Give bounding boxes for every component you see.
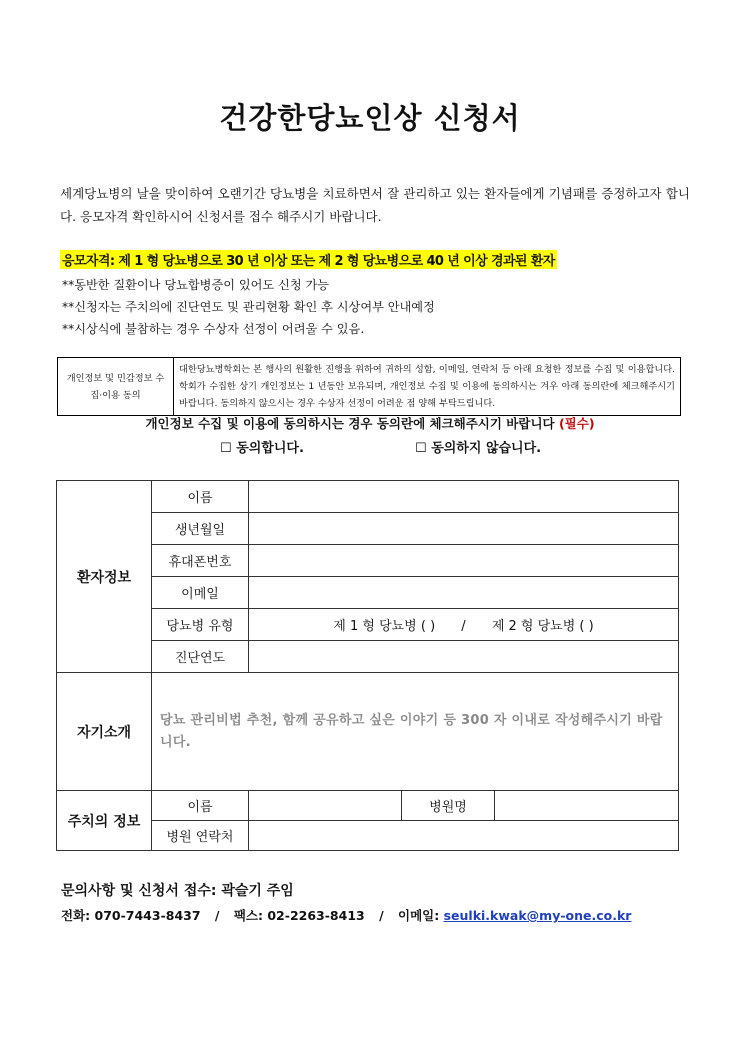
- birth-label: 생년월일: [152, 513, 249, 545]
- hospital-contact-label: 병원 연락처: [152, 821, 249, 851]
- self-intro-section: 자기소개: [57, 673, 152, 791]
- application-form-table: [56, 480, 679, 851]
- diabetes-type-label: 당뇨병 유형: [152, 609, 249, 641]
- contact-tel: 전화: 070-7443-8437: [61, 908, 201, 923]
- agree-checkbox[interactable]: ☐: [220, 441, 232, 456]
- agree-label: 동의합니다.: [236, 441, 304, 456]
- privacy-label: 개인정보 및 민감정보 수집·이용 동의: [58, 358, 174, 416]
- note-1: **동반한 질환이나 당뇨합병증이 있어도 신청 가능: [62, 278, 330, 292]
- note-2: **신청자는 주치의에 진단연도 및 관리현황 확인 후 시상여부 안내예정: [62, 300, 435, 314]
- eligibility-highlight: 응모자격: 제 1 형 당뇨병으로 30 년 이상 또는 제 2 형 당뇨병으로 40 년 이상 경과된 환자: [60, 250, 557, 269]
- contact-separator-1: /: [214, 908, 220, 923]
- contact-details: [61, 906, 631, 924]
- phone-field[interactable]: [249, 545, 679, 577]
- doctor-name-label: 이름: [152, 791, 249, 821]
- consent-question-text: 개인정보 수집 및 이용에 동의하시는 경우 동의란에 체크해주시기 바랍니다: [145, 416, 555, 431]
- agree-option[interactable]: [220, 437, 304, 456]
- patient-info-section: 환자정보: [57, 481, 152, 673]
- contact-email-link[interactable]: seulki.kwak@my-one.co.kr: [443, 908, 632, 923]
- contact-email-label: 이메일:: [398, 908, 440, 923]
- hospital-contact-field[interactable]: [249, 821, 679, 851]
- note-3: **시상식에 불참하는 경우 수상자 선정이 어려울 수 있음.: [62, 322, 365, 336]
- privacy-consent-box: [57, 357, 681, 416]
- consent-question: [0, 414, 740, 432]
- hospital-name-field[interactable]: [495, 791, 679, 821]
- intro-paragraph: 세계당뇨병의 날을 맞이하여 오랜기간 당뇨병을 치료하면서 잘 관리하고 있는 환자들에게 기념패를 증정하고자 합니다. 응모자격 확인하시어 신청서를 접수 해주시기 바랍니다.: [60, 186, 690, 224]
- self-intro-field[interactable]: 당뇨 관리비법 추천, 함께 공유하고 싶은 이야기 등 300 자 이내로 작성해주시기 바랍니다.: [152, 673, 679, 791]
- doctor-info-section: 주치의 정보: [57, 791, 152, 851]
- diagnosis-year-field[interactable]: [249, 641, 679, 673]
- privacy-text: 대한당뇨병학회는 본 행사의 원활한 진행을 위하여 귀하의 성함, 이메일, 연락처 등 아래 요청한 정보를 수집 및 이용합니다. 학회가 수집한 상기 개인정보는 1 년동안 보유되며, 개인정보 수집 및 이용에 동의하시는 겨우 아래 동의란에 체크해주시기 바랍니다. 동의하지 않으시는 경우 수상자 선정이 어려운 점 양해 부탁드립니다.: [174, 358, 681, 416]
- type-separator: /: [461, 619, 466, 634]
- birth-field[interactable]: [249, 513, 679, 545]
- doctor-name-field[interactable]: [249, 791, 402, 821]
- disagree-checkbox[interactable]: ☐: [415, 441, 427, 456]
- contact-person: 문의사항 및 신청서 접수: 곽슬기 주임: [61, 883, 294, 899]
- email-label: 이메일: [152, 577, 249, 609]
- patient-name-label: 이름: [152, 481, 249, 513]
- disagree-option[interactable]: [415, 437, 541, 456]
- type1-option[interactable]: 제 1 형 당뇨병 ( ): [333, 619, 436, 634]
- diagnosis-year-label: 진단연도: [152, 641, 249, 673]
- hospital-name-label: 병원명: [402, 791, 495, 821]
- contact-fax: 팩스: 02-2263-8413: [233, 908, 365, 923]
- phone-label: 휴대폰번호: [152, 545, 249, 577]
- diabetes-type-field[interactable]: [249, 609, 679, 641]
- contact-separator-2: /: [379, 908, 384, 923]
- disagree-label: 동의하지 않습니다.: [431, 441, 542, 456]
- required-badge: (필수): [558, 416, 595, 431]
- type2-option[interactable]: 제 2 형 당뇨병 ( ): [491, 619, 594, 634]
- page-title: 건강한당뇨인상 신청서: [219, 101, 521, 135]
- email-field[interactable]: [249, 577, 679, 609]
- patient-name-field[interactable]: [249, 481, 679, 513]
